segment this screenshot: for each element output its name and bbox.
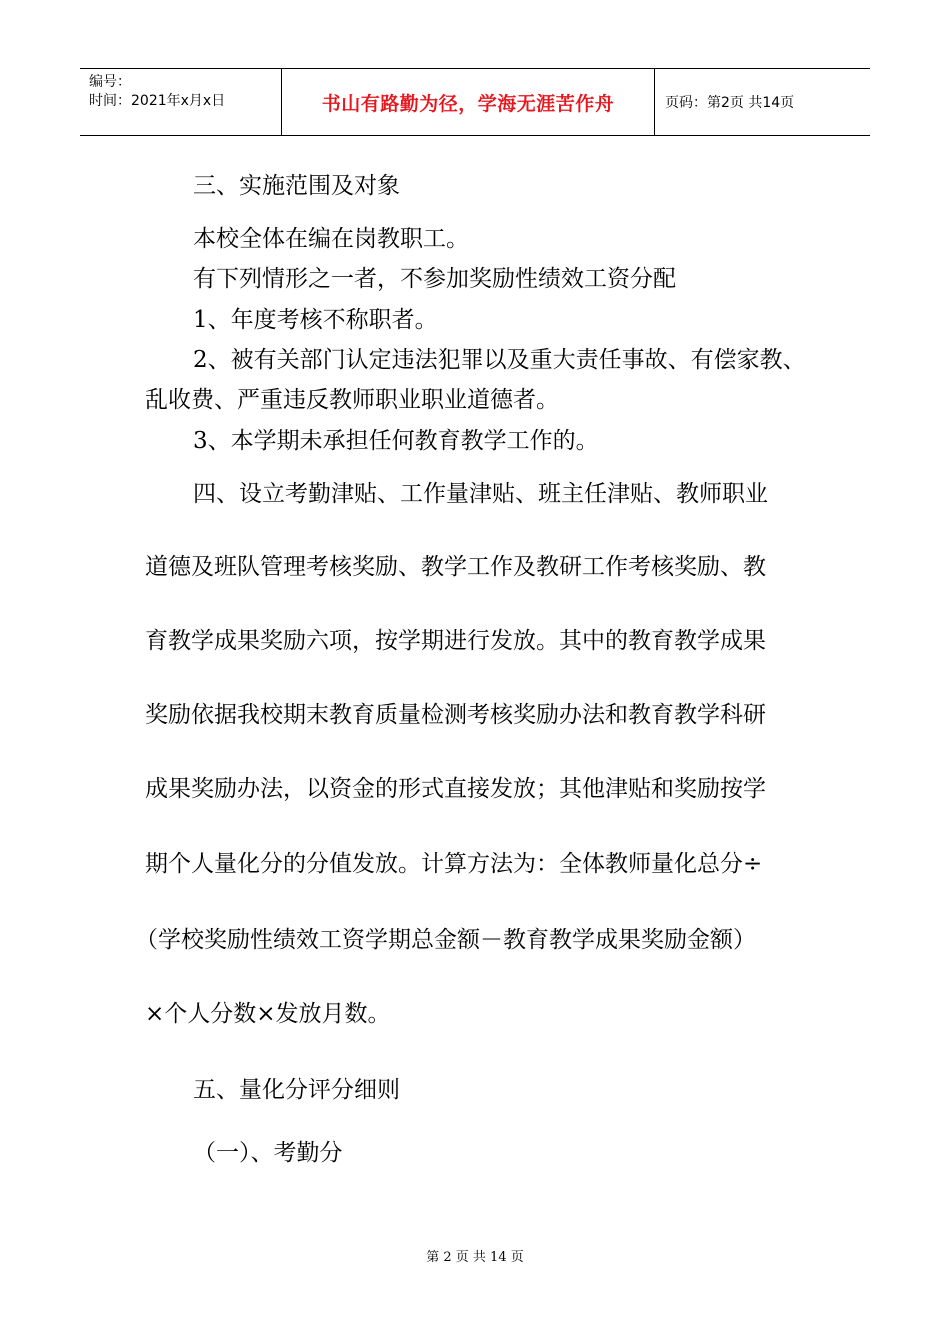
body-line: 育教学成果奖励六项，按学期进行发放。其中的教育教学成果 (145, 628, 766, 654)
document-header (80, 68, 870, 136)
body-line: 成果奖励办法，以资金的形式直接发放；其他津贴和奖励按学 (145, 776, 766, 802)
header-motto: 书山有路勤为径，学海无涯苦作舟 (282, 69, 655, 135)
body-line: 期个人量化分的分值发放。计算方法为：全体教师量化总分÷ (145, 851, 763, 877)
formula-line: （学校奖励性绩效工资学期总金额－教育教学成果奖励金额） (135, 927, 756, 953)
page-footer: 第 2 页 共 14 页 (426, 1250, 524, 1265)
section-4-paragraph: 四、设立考勤津贴、工作量津贴、班主任津贴、教师职业 (193, 481, 768, 507)
body-line: 有下列情形之一者，不参加奖励性绩效工资分配 (193, 266, 676, 292)
serial-number-label: 编号： (89, 74, 131, 90)
date-label: 时间：2021年x月x日 (89, 93, 226, 109)
body-line: ×个人分数×发放月数。 (145, 1001, 391, 1027)
section-5-heading: 五、量化分评分细则 (193, 1077, 400, 1103)
body-line: 本校全体在编在岗教职工。 (193, 226, 469, 252)
body-line: 道德及班队管理考核奖励、教学工作及教研工作考核奖励、教 (145, 554, 766, 580)
list-item-2: 2、被有关部门认定违法犯罪以及重大责任事故、有偿家教、 (193, 347, 806, 373)
section-3-heading: 三、实施范围及对象 (193, 173, 400, 199)
header-meta-cell (80, 69, 282, 135)
list-item-2-continued: 乱收费、严重违反教师职业职业道德者。 (145, 387, 559, 413)
body-line: 奖励依据我校期末教育质量检测考核奖励办法和教育教学科研 (145, 702, 766, 728)
subsection-heading: （一）、考勤分 (193, 1140, 343, 1166)
list-item-3: 3、本学期未承担任何教育教学工作的。 (193, 428, 599, 454)
header-page-info: 页码：第2页 共14页 (665, 95, 795, 111)
list-item-1: 1、年度考核不称职者。 (193, 307, 438, 333)
